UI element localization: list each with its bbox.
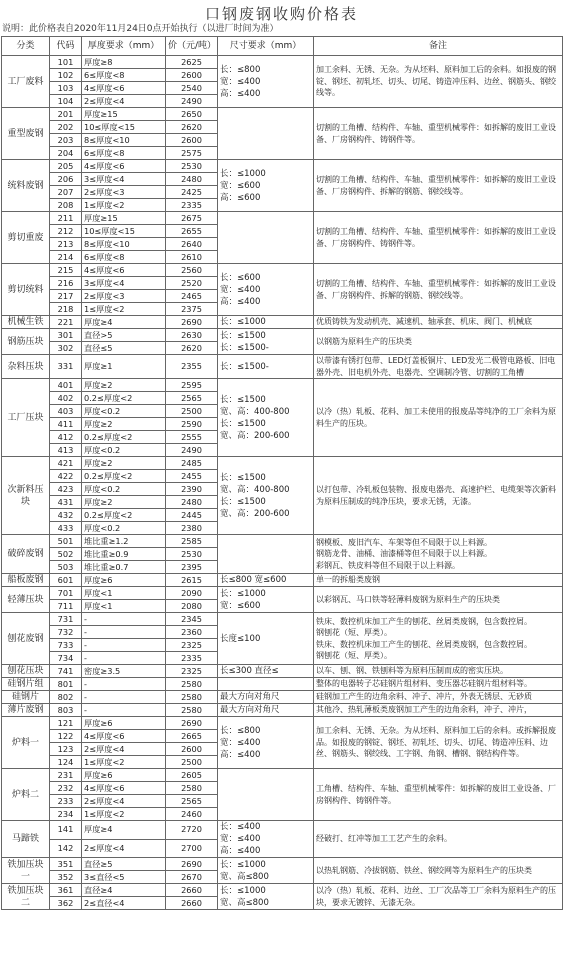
price-cell: 2395 (166, 561, 218, 574)
category-cell: 次新料压块 (2, 457, 50, 535)
price-cell: 2660 (166, 897, 218, 910)
size-cell: 长：≤800 宽：≤400 高：≤400 (218, 56, 314, 108)
remark-cell: 切割的工角槽、结构件、车轴、重型机械零件：如拆解的废旧工业设备、厂房钢构件、拆解的钢筋、钢绞线等。 (314, 264, 563, 316)
thickness-cell: 4≤厚度<6 (82, 730, 166, 743)
code-cell: 331 (50, 355, 82, 379)
thickness-cell: 4≤厚度<6 (82, 82, 166, 95)
table-row (2, 264, 563, 277)
remark-cell: 加工余料、无锈、无杂。为从坯料、原料加工后的余料。如报废的钢锭、钢坯、初轧坯、切头、切尾、铸造冲压料、边丝、钢筋头、钢绞线等。 (314, 56, 563, 108)
table-row (2, 574, 563, 587)
price-cell: 2500 (166, 756, 218, 769)
code-cell: 501 (50, 535, 82, 548)
thickness-cell: 厚度≥1 (82, 355, 166, 379)
price-cell: 2615 (166, 574, 218, 587)
price-cell: 2600 (166, 69, 218, 82)
thickness-cell: 4≤厚度<6 (82, 160, 166, 173)
thickness-cell: 厚度≥2 (82, 457, 166, 470)
code-cell: 141 (50, 821, 82, 840)
category-cell: 轻薄压块 (2, 587, 50, 613)
code-cell: 402 (50, 392, 82, 405)
price-cell: 2690 (166, 717, 218, 730)
code-cell: 734 (50, 652, 82, 665)
thickness-cell: 厚度≥6 (82, 717, 166, 730)
remark-cell: 铁床、数控机床加工产生的刨花、丝屑类废钢，包含数控屑。 钢刨花（短、厚类）。 铁床、数控机床加工产生的刨花、丝屑类废钢，包含数控屑。 钢刨花（短、厚类）。 (314, 613, 563, 665)
thickness-cell: 8≤厚度<10 (82, 238, 166, 251)
thickness-cell: 密度≥3.5 (82, 665, 166, 678)
thickness-cell: 6≤厚度<8 (82, 147, 166, 160)
code-cell: 232 (50, 782, 82, 795)
price-cell: 2595 (166, 379, 218, 392)
size-cell: 长度≤100 (218, 613, 314, 665)
thickness-cell: - (82, 691, 166, 704)
price-cell: 2575 (166, 147, 218, 160)
price-cell: 2590 (166, 418, 218, 431)
price-cell: 2665 (166, 730, 218, 743)
code-cell: 413 (50, 444, 82, 457)
price-cell: 2650 (166, 108, 218, 121)
category-cell: 铁加压块一 (2, 858, 50, 884)
thickness-cell: 4≤厚度<6 (82, 782, 166, 795)
thickness-cell: 厚度≥2 (82, 379, 166, 392)
price-cell: 2620 (166, 121, 218, 134)
table-row (2, 56, 563, 69)
code-cell: 205 (50, 160, 82, 173)
thickness-cell: 10≤厚度<15 (82, 121, 166, 134)
remark-cell: 以钢筋为原料生产的压块类 (314, 329, 563, 355)
remark-cell: 钢模板、废旧汽车、车架等但不局限于以上料源。 钢筋龙骨、油桶、油漆桶等但不局限于以上料源。 彩钢瓦、铁皮料等但不局限于以上料源。 (314, 535, 563, 574)
category-cell: 铁加压块二 (2, 884, 50, 910)
thickness-cell: 厚度≥15 (82, 108, 166, 121)
code-cell: 213 (50, 238, 82, 251)
size-cell: 长≤300 直径≤ (218, 665, 314, 678)
price-cell: 2700 (166, 839, 218, 858)
category-cell: 硅钢片 (2, 691, 50, 704)
category-cell: 统料废钢 (2, 160, 50, 212)
thickness-cell: 1≤厚度<2 (82, 808, 166, 821)
code-cell: 432 (50, 509, 82, 522)
table-row (2, 678, 563, 691)
code-cell: 211 (50, 212, 82, 225)
thickness-cell: 2≤厚度<4 (82, 743, 166, 756)
price-cell: 2660 (166, 884, 218, 897)
remark-cell: 工角槽、结构件、车轴、重型机械零件：如拆解的废旧工业设备、厂房钢构件、铸钢件等。 (314, 769, 563, 821)
price-cell: 2520 (166, 277, 218, 290)
price-cell: 2530 (166, 160, 218, 173)
size-cell: 长：≤600 宽：≤400 高：≤400 (218, 264, 314, 316)
category-cell: 杂料压块 (2, 355, 50, 379)
thickness-cell: 0.2≤厚度<2 (82, 470, 166, 483)
size-cell: 长：≤1000 宽、高≤800 (218, 884, 314, 910)
price-cell: 2530 (166, 548, 218, 561)
thickness-cell: - (82, 678, 166, 691)
price-cell: 2565 (166, 392, 218, 405)
size-cell: 长：≤1500 宽、高：400-800 长：≤1500 宽、高：200-600 (218, 379, 314, 457)
thickness-cell: 3≤厚度<4 (82, 277, 166, 290)
table-row (2, 160, 563, 173)
price-cell: 2640 (166, 238, 218, 251)
thickness-cell: 厚度<0.2 (82, 405, 166, 418)
size-cell: 长：≤1000 宽、高≤800 (218, 858, 314, 884)
price-cell: 2090 (166, 587, 218, 600)
header-remark: 备注 (314, 37, 563, 56)
thickness-cell: 厚度<1 (82, 587, 166, 600)
code-cell: 803 (50, 704, 82, 717)
price-cell: 2560 (166, 264, 218, 277)
thickness-cell: - (82, 613, 166, 626)
header-code: 代码 (50, 37, 82, 56)
thickness-cell: 直径≥5 (82, 858, 166, 871)
table-row (2, 108, 563, 121)
code-cell: 733 (50, 639, 82, 652)
code-cell: 351 (50, 858, 82, 871)
price-cell: 2345 (166, 613, 218, 626)
header-price: 价（元/吨） (166, 37, 218, 56)
code-cell: 732 (50, 626, 82, 639)
header-size: 尺寸要求（mm） (218, 37, 314, 56)
code-cell: 212 (50, 225, 82, 238)
category-cell: 剪切重废 (2, 212, 50, 264)
price-cell: 2630 (166, 329, 218, 342)
thickness-cell: 堆比重≥1.2 (82, 535, 166, 548)
category-cell: 工厂压块 (2, 379, 50, 457)
price-cell: 2540 (166, 82, 218, 95)
price-cell: 2485 (166, 457, 218, 470)
thickness-cell: - (82, 639, 166, 652)
thickness-cell: 0.2≤厚度<2 (82, 509, 166, 522)
category-cell: 船板废钢 (2, 574, 50, 587)
code-cell: 104 (50, 95, 82, 108)
price-cell: 2425 (166, 186, 218, 199)
code-cell: 741 (50, 665, 82, 678)
table-row (2, 769, 563, 782)
thickness-cell: 厚度≥8 (82, 56, 166, 69)
code-cell: 215 (50, 264, 82, 277)
code-cell: 711 (50, 600, 82, 613)
code-cell: 234 (50, 808, 82, 821)
thickness-cell: 厚度≥2 (82, 418, 166, 431)
code-cell: 362 (50, 897, 82, 910)
price-table (1, 36, 563, 910)
table-row (2, 613, 563, 626)
table-row (2, 355, 563, 379)
price-cell: 2580 (166, 704, 218, 717)
size-cell (218, 769, 314, 821)
thickness-cell: 6≤厚度<8 (82, 251, 166, 264)
thickness-cell: 0.2≤厚度<2 (82, 431, 166, 444)
price-cell: 2580 (166, 678, 218, 691)
thickness-cell: 2≤厚度<4 (82, 95, 166, 108)
remark-cell: 其他冷、热轧薄板类废钢加工产生的边角余料，冲子、冲片， (314, 704, 563, 717)
thickness-cell: 1≤厚度<2 (82, 756, 166, 769)
category-cell: 破碎废钢 (2, 535, 50, 574)
price-cell: 2670 (166, 871, 218, 884)
thickness-cell: 10≤厚度<15 (82, 225, 166, 238)
price-cell: 2600 (166, 134, 218, 147)
price-cell: 2605 (166, 769, 218, 782)
price-cell: 2375 (166, 303, 218, 316)
category-cell: 刨花压块 (2, 665, 50, 678)
remark-cell: 加工余料、无锈、无杂。为从坯料、原料加工后的余料。或拆解报废品。如报废的钢锭、钢坯、初轧坯、切头、切尾、铸造冲压料、边丝、钢筋头、钢绞线、工字钢、角钢、槽钢、钢结构件等。 (314, 717, 563, 769)
table-row (2, 665, 563, 678)
thickness-cell: 厚度≥4 (82, 821, 166, 840)
price-cell: 2360 (166, 626, 218, 639)
thickness-cell: 直径≥4 (82, 884, 166, 897)
code-cell: 301 (50, 329, 82, 342)
code-cell: 217 (50, 290, 82, 303)
price-cell: 2500 (166, 405, 218, 418)
size-cell (218, 678, 314, 691)
code-cell: 352 (50, 871, 82, 884)
code-cell: 142 (50, 839, 82, 858)
category-cell: 工厂废料 (2, 56, 50, 108)
code-cell: 221 (50, 316, 82, 329)
size-cell: 长：≤1500 长：≤1500- (218, 329, 314, 355)
thickness-cell: 0.2≤厚度<2 (82, 392, 166, 405)
size-cell (218, 535, 314, 574)
thickness-cell: 厚度≥15 (82, 212, 166, 225)
code-cell: 101 (50, 56, 82, 69)
size-cell: 长：≤400 宽：≤400 高：≤400 (218, 821, 314, 858)
remark-cell: 以打包带、冷轧板包装物、报废电器壳、高速护栏、电缆架等次新料为原料压制成的纯净压块，要求无锈，无漆。 (314, 457, 563, 535)
remark-cell: 以带漆有锈打包带、LED灯盖板铜片、LED发光二极管电路板、旧电器外壳、旧电机外壳、电器壳、空调制冷管、切割的工角槽 (314, 355, 563, 379)
code-cell: 124 (50, 756, 82, 769)
price-cell: 2490 (166, 95, 218, 108)
size-cell: 长：≤1500 宽、高：400-800 长：≤1500 宽、高：200-600 (218, 457, 314, 535)
code-cell: 231 (50, 769, 82, 782)
price-cell: 2580 (166, 691, 218, 704)
thickness-cell: 厚度≥6 (82, 574, 166, 587)
remark-cell: 以冷（热）轧板、花料、加工未使用的报废品等纯净的工厂余料为原料生产的压块。 (314, 379, 563, 457)
size-cell: 长：≤1500- (218, 355, 314, 379)
code-cell: 123 (50, 743, 82, 756)
code-cell: 203 (50, 134, 82, 147)
price-cell: 2380 (166, 522, 218, 535)
code-cell: 433 (50, 522, 82, 535)
size-cell: 长≤800 宽≤600 (218, 574, 314, 587)
table-row (2, 858, 563, 871)
thickness-cell: 2≤直径<4 (82, 897, 166, 910)
thickness-cell: 厚度<0.2 (82, 483, 166, 496)
code-cell: 206 (50, 173, 82, 186)
price-cell: 2655 (166, 225, 218, 238)
table-row (2, 379, 563, 392)
thickness-cell: 厚度<1 (82, 600, 166, 613)
price-cell: 2490 (166, 444, 218, 457)
table-row (2, 704, 563, 717)
code-cell: 121 (50, 717, 82, 730)
code-cell: 502 (50, 548, 82, 561)
category-cell: 炉料一 (2, 717, 50, 769)
code-cell: 201 (50, 108, 82, 121)
price-cell: 2455 (166, 470, 218, 483)
code-cell: 801 (50, 678, 82, 691)
code-cell: 302 (50, 342, 82, 355)
code-cell: 208 (50, 199, 82, 212)
thickness-cell: 直径≤5 (82, 342, 166, 355)
remark-cell: 整体的电器转子芯硅钢片组材料、变压器芯硅钢片组材料等。 (314, 678, 563, 691)
price-cell: 2720 (166, 821, 218, 840)
thickness-cell: 2≤厚度<4 (82, 795, 166, 808)
price-cell: 2335 (166, 652, 218, 665)
size-cell: 长：≤1000 宽：≤600 高：≤600 (218, 160, 314, 212)
code-cell: 421 (50, 457, 82, 470)
category-cell: 剪切统料 (2, 264, 50, 316)
code-cell: 802 (50, 691, 82, 704)
price-cell: 2325 (166, 639, 218, 652)
remark-cell: 以彩钢瓦、马口铁等轻薄料废钢为原料生产的压块类 (314, 587, 563, 613)
code-cell: 601 (50, 574, 82, 587)
code-cell: 103 (50, 82, 82, 95)
code-cell: 216 (50, 277, 82, 290)
thickness-cell: 1≤厚度<2 (82, 199, 166, 212)
price-cell: 2555 (166, 431, 218, 444)
thickness-cell: 4≤厚度<6 (82, 264, 166, 277)
code-cell: 207 (50, 186, 82, 199)
table-row (2, 457, 563, 470)
remark-cell: 切割的工角槽、结构件、车轴、重型机械零件：如拆解的废旧工业设备、厂房钢构件、铸钢件等。 (314, 212, 563, 264)
price-cell: 2600 (166, 743, 218, 756)
price-cell: 2480 (166, 496, 218, 509)
code-cell: 503 (50, 561, 82, 574)
thickness-cell: 8≤厚度<10 (82, 134, 166, 147)
code-cell: 214 (50, 251, 82, 264)
thickness-cell: 直径>5 (82, 329, 166, 342)
remark-cell: 以冷（热）轧板、花料、边丝、工厂次品等工厂余料为原料生产的压块，要求无镀锌、无漆无杂。 (314, 884, 563, 910)
thickness-cell: 厚度≥2 (82, 496, 166, 509)
thickness-cell: 3≤厚度<4 (82, 173, 166, 186)
thickness-cell: 厚度≥6 (82, 769, 166, 782)
table-row (2, 535, 563, 548)
table-row (2, 316, 563, 329)
thickness-cell: 厚度<0.2 (82, 444, 166, 457)
category-cell: 刨花废钢 (2, 613, 50, 665)
size-cell: 长：≤800 宽：≤400 高：≤400 (218, 717, 314, 769)
code-cell: 233 (50, 795, 82, 808)
price-cell: 2585 (166, 535, 218, 548)
table-row (2, 884, 563, 897)
table-row (2, 691, 563, 704)
category-cell: 马蹄铁 (2, 821, 50, 858)
category-cell: 钢筋压块 (2, 329, 50, 355)
code-cell: 701 (50, 587, 82, 600)
remark-cell: 单一的拆船类废钢 (314, 574, 563, 587)
remark-cell: 优质铸铁为发动机壳、减速机、轴承套、机床、阀门、机械底 (314, 316, 563, 329)
thickness-cell: 厚度<0.2 (82, 522, 166, 535)
size-cell (218, 108, 314, 160)
category-cell: 重型废钢 (2, 108, 50, 160)
category-cell: 炉料二 (2, 769, 50, 821)
header-category: 分类 (2, 37, 50, 56)
price-cell: 2620 (166, 342, 218, 355)
table-row (2, 717, 563, 730)
category-cell: 薄片废钢 (2, 704, 50, 717)
remark-cell: 以车、刨、钢、铁刨料等为原料压制而成的密实压块。 (314, 665, 563, 678)
price-cell: 2675 (166, 212, 218, 225)
table-row (2, 329, 563, 342)
code-cell: 431 (50, 496, 82, 509)
table-row (2, 212, 563, 225)
price-cell: 2625 (166, 56, 218, 69)
price-cell: 2480 (166, 173, 218, 186)
price-cell: 2580 (166, 782, 218, 795)
price-cell: 2335 (166, 199, 218, 212)
remark-cell: 以热轧钢筋、冷拔钢筋、铁丝、钢绞网等为原料生产的压块类 (314, 858, 563, 884)
price-cell: 2690 (166, 858, 218, 871)
size-cell: 长：≤1000 宽：≤600 (218, 587, 314, 613)
thickness-cell: 厚度≥4 (82, 316, 166, 329)
table-row (2, 821, 563, 840)
header-thickness: 厚度要求（mm） (82, 37, 166, 56)
code-cell: 102 (50, 69, 82, 82)
thickness-cell: 2≤厚度<3 (82, 186, 166, 199)
thickness-cell: 3≤直径<5 (82, 871, 166, 884)
thickness-cell: 1≤厚度<2 (82, 303, 166, 316)
price-cell: 2465 (166, 290, 218, 303)
size-cell: 长：≤1000 (218, 316, 314, 329)
code-cell: 218 (50, 303, 82, 316)
price-cell: 2565 (166, 795, 218, 808)
header-row (2, 37, 563, 56)
thickness-cell: - (82, 704, 166, 717)
table-row (2, 587, 563, 600)
thickness-cell: 6≤厚度<8 (82, 69, 166, 82)
thickness-cell: 2≤厚度<3 (82, 290, 166, 303)
remark-cell: 经破打、红冲等加工工艺产生的余料。 (314, 821, 563, 858)
remark-cell: 切割的工角槽、结构件、车轴、重型机械零件：如拆解的废旧工业设备、厂房钢构件、拆解的钢筋、钢绞线等。 (314, 160, 563, 212)
code-cell: 403 (50, 405, 82, 418)
category-cell: 机械生铁 (2, 316, 50, 329)
size-cell (218, 212, 314, 264)
price-cell: 2690 (166, 316, 218, 329)
price-cell: 2390 (166, 483, 218, 496)
price-cell: 2080 (166, 600, 218, 613)
thickness-cell: 堆比重≥0.9 (82, 548, 166, 561)
page-title: 口钢废钢收购价格表 (204, 5, 358, 23)
code-cell: 731 (50, 613, 82, 626)
size-cell: 最大方向对角尺 (218, 691, 314, 704)
thickness-cell: 2≤厚度<4 (82, 839, 166, 858)
code-cell: 422 (50, 470, 82, 483)
price-cell: 2355 (166, 355, 218, 379)
code-cell: 361 (50, 884, 82, 897)
size-cell: 最大方向对角尺 (218, 704, 314, 717)
code-cell: 202 (50, 121, 82, 134)
price-cell: 2610 (166, 251, 218, 264)
code-cell: 423 (50, 483, 82, 496)
thickness-cell: 堆比重≥0.7 (82, 561, 166, 574)
code-cell: 122 (50, 730, 82, 743)
code-cell: 204 (50, 147, 82, 160)
code-cell: 401 (50, 379, 82, 392)
thickness-cell: - (82, 652, 166, 665)
page-note: 说明：此价格表自2020年11月24日0点开始执行（以进厂时间为准） (2, 24, 279, 34)
thickness-cell: - (82, 626, 166, 639)
category-cell: 硅钢片组 (2, 678, 50, 691)
price-cell: 2460 (166, 808, 218, 821)
remark-cell: 切割的工角槽、结构件、车轴、重型机械零件：如拆解的废旧工业设备、厂房钢构件、铸钢件等。 (314, 108, 563, 160)
price-cell: 2325 (166, 665, 218, 678)
price-cell: 2445 (166, 509, 218, 522)
code-cell: 412 (50, 431, 82, 444)
remark-cell: 硅钢加工产生的边角余料、冲子、冲片，外表无锈层、无砂质 (314, 691, 563, 704)
code-cell: 411 (50, 418, 82, 431)
